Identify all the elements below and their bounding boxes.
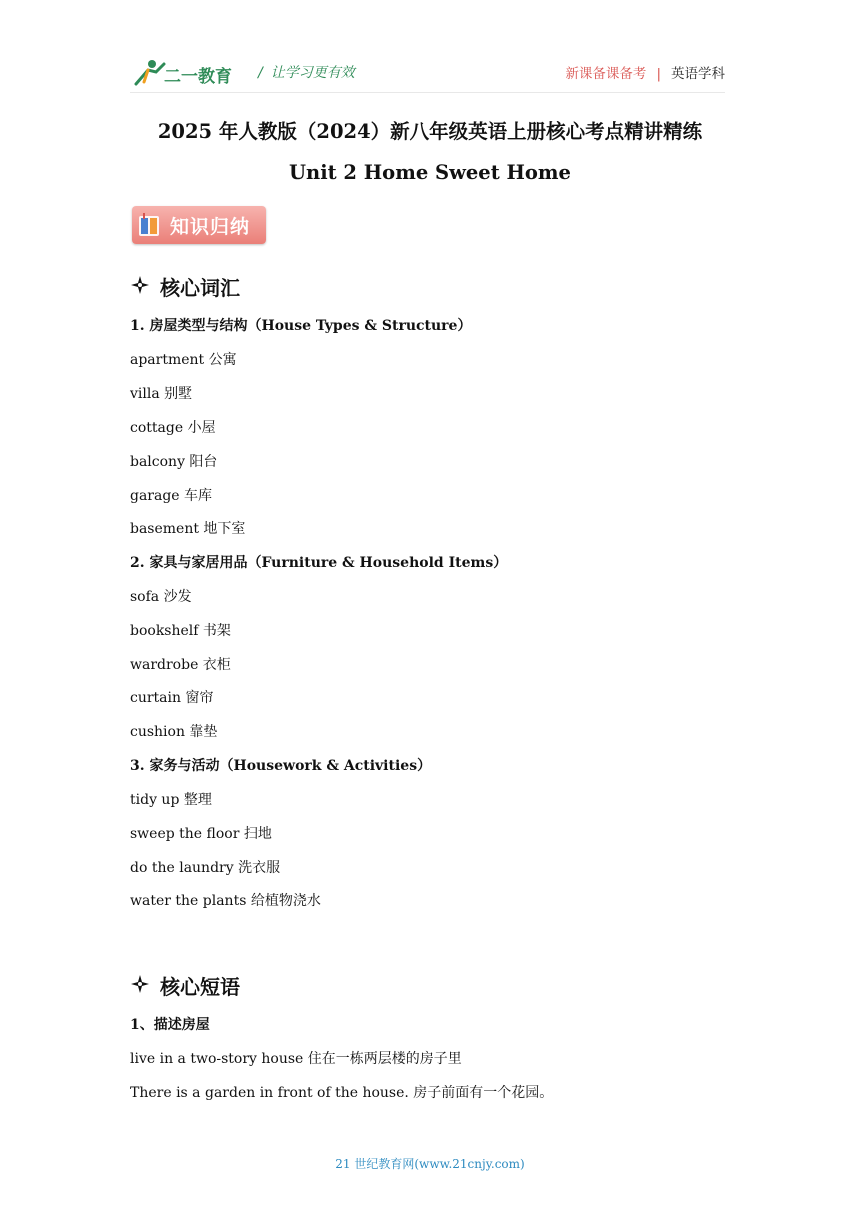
section-heading-text: 核心短语: [160, 975, 240, 999]
vocab-group-title: 1. 房屋类型与结构（House Types & Structure）: [130, 318, 472, 334]
vocab-item: do the laundry 洗衣服: [130, 860, 281, 876]
page-header: [130, 56, 725, 90]
vocab-item: villa 别墅: [130, 386, 193, 402]
logo-text: 二一教育: [164, 67, 232, 87]
vocab-item: curtain 窗帘: [130, 690, 214, 706]
header-course-label: 新课备课备考: [565, 66, 647, 82]
section-heading-phrases: [130, 971, 240, 1000]
page-footer: 21 世纪教育网(www.21cnjy.com): [335, 1157, 525, 1171]
vocab-item: bookshelf 书架: [130, 623, 231, 639]
vocab-item: balcony 阳台: [130, 454, 218, 470]
header-right: [565, 62, 725, 82]
book-icon: [138, 212, 160, 238]
header-separator: |: [656, 66, 661, 82]
diamond-bullet-icon: [130, 974, 150, 999]
vocab-group-title: 2. 家具与家居用品（Furniture & Household Items）: [130, 555, 508, 571]
vocab-item: basement 地下室: [130, 521, 246, 537]
slogan: / 让学习更有效: [258, 65, 355, 81]
vocab-item: cottage 小屋: [130, 420, 216, 436]
unit-title: Unit 2 Home Sweet Home: [289, 161, 571, 184]
section-heading-vocab: [130, 272, 240, 301]
phrase-item: live in a two-story house 住在一栋两层楼的房子里: [130, 1051, 462, 1067]
header-divider: [130, 92, 725, 93]
vocab-item: sweep the floor 扫地: [130, 826, 272, 842]
vocab-item: wardrobe 衣柜: [130, 657, 231, 673]
section-heading-text: 核心词汇: [160, 276, 240, 300]
badge-label: 知识归纳: [170, 216, 251, 238]
phrase-item: There is a garden in front of the house. 房子前面有一个花园。: [130, 1085, 554, 1101]
vocab-item: apartment 公寓: [130, 352, 237, 368]
phrase-group-title: 1、描述房屋: [130, 1017, 210, 1033]
vocab-item: garage 车库: [130, 488, 213, 504]
vocab-item: tidy up 整理: [130, 792, 212, 808]
logo: [130, 58, 240, 88]
vocab-item: sofa 沙发: [130, 589, 192, 605]
document-title: 2025 年人教版（2024）新八年级英语上册核心考点精讲精练: [157, 120, 703, 143]
diamond-bullet-icon: [130, 275, 150, 300]
vocab-item: water the plants 给植物浇水: [130, 893, 321, 909]
header-subject-label: 英语学科: [671, 66, 725, 82]
slogan-text: 让学习更有效: [270, 65, 355, 81]
vocab-item: cushion 靠垫: [130, 724, 218, 740]
knowledge-summary-badge: [132, 206, 266, 244]
vocab-group-title: 3. 家务与活动（Housework & Activities）: [130, 758, 432, 774]
